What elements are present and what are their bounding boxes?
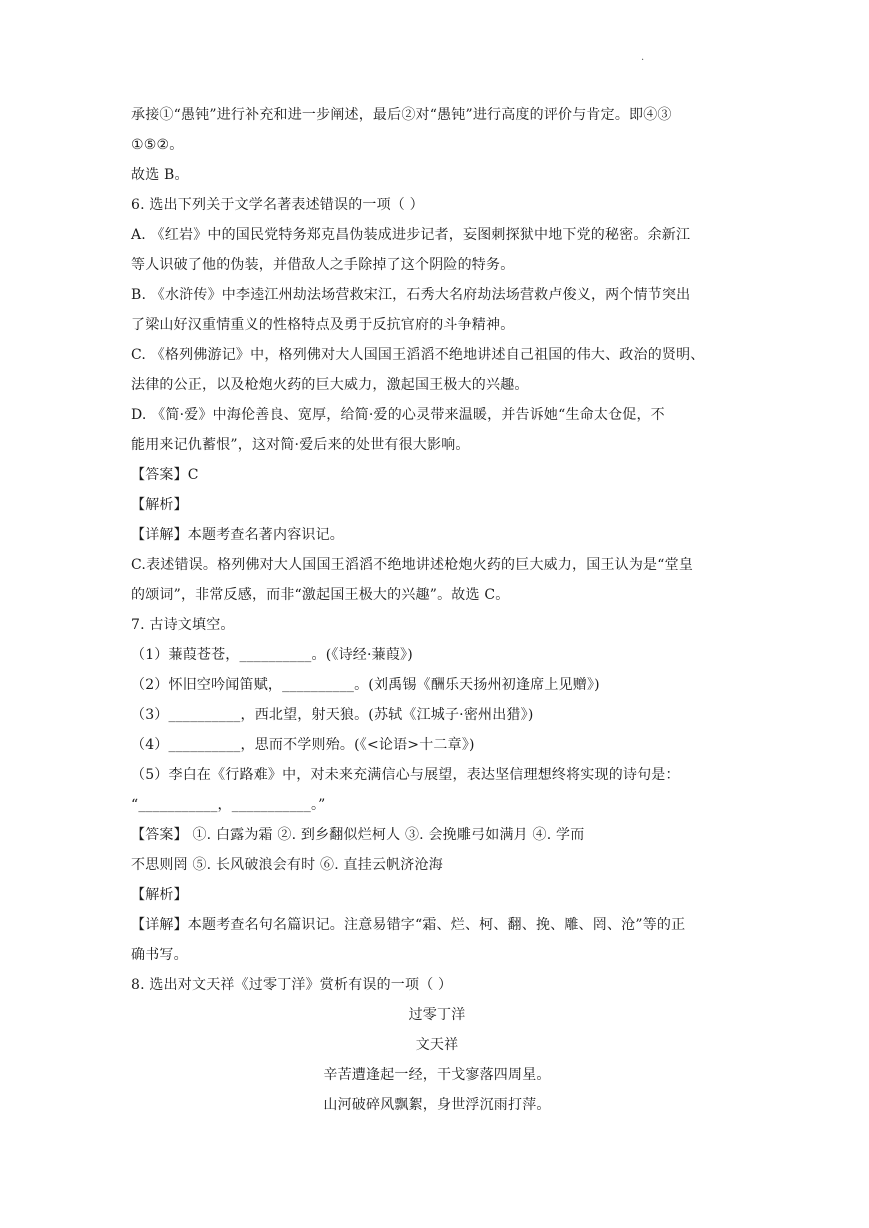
option-a-cont: 等人识破了他的伪装，并借敌人之手除掉了这个阴险的特务。 (131, 257, 515, 273)
detail-7-cont: 确书写。 (131, 947, 188, 963)
poem-line: 山河破碎风飘絮，身世浮沉雨打萍。 (323, 1097, 551, 1113)
option-a: A. 《红岩》中的国民党特务郑克昌伪装成进步记者，妄图刺探狱中地下党的秘密。余新江 (131, 227, 691, 243)
blank-item-4: （4）__________，思而不学则殆。(《<论语>十二章》) (131, 737, 475, 753)
text-line: 承接①“愚钝”进行补充和进一步阐述，最后②对“愚钝”进行高度的评价与肯定。即④③ (131, 107, 672, 123)
question-6-stem: 6. 选出下列关于文学名著表述错误的一项（ ） (131, 197, 424, 213)
question-7-stem: 7. 古诗文填空。 (131, 617, 235, 633)
option-d: D. 《简·爱》中海伦善良、宽厚，给简·爱的心灵带来温暖，并告诉她“生命太仓促，不 (131, 407, 665, 423)
text-line: ①⑤②。 (131, 137, 184, 153)
detail-7: 【详解】本题考查名句名篇识记。注意易错字“霜、烂、柯、翻、挽、雕、罔、沧”等的正 (131, 917, 686, 933)
blank-item-5-cont: “___________，___________。” (131, 797, 326, 813)
explanation-line: 的颂词”，非常反感，而非“激起国王极大的兴趣”。故选 C。 (131, 587, 510, 603)
answer-7-cont: 不思则罔 ⑤. 长风破浪会有时 ⑥. 直挂云帆济沧海 (131, 857, 443, 873)
option-c: C. 《格列佛游记》中，格列佛对大人国国王滔滔不绝地讲述自己祖国的伟大、政治的贤明、 (131, 347, 705, 363)
explanation-line: C.表述错误。格列佛对大人国国王滔滔不绝地讲述枪炮火药的巨大威力，国王认为是“堂皇 (131, 557, 694, 573)
blank-item-3: （3）__________，西北望，射天狼。(苏轼《江城子·密州出猎》) (131, 707, 534, 723)
header-dot: . (641, 52, 645, 63)
answer-6: 【答案】C (131, 467, 199, 483)
detail-6: 【详解】本题考查名著内容识记。 (131, 527, 344, 543)
poem-author: 文天祥 (415, 1037, 459, 1053)
analysis-6: 【解析】 (131, 497, 188, 513)
page-content (131, 100, 743, 1120)
poem-title: 过零丁洋 (408, 1007, 466, 1023)
blank-item-5: （5）李白在《行路难》中，对未来充满信心与展望，表达坚信理想终将实现的诗句是： (131, 767, 680, 783)
question-8-stem: 8. 选出对文天祥《过零丁洋》赏析有误的一项（ ） (131, 977, 453, 993)
option-b: B. 《水浒传》中李逵江州劫法场营救宋江，石秀大名府劫法场营救卢俊义，两个情节突出 (131, 287, 691, 303)
option-c-cont: 法律的公正，以及枪炮火药的巨大威力，激起国王极大的兴趣。 (131, 377, 529, 393)
analysis-7: 【解析】 (131, 887, 188, 903)
poem-line: 辛苦遭逢起一经，干戈寥落四周星。 (323, 1067, 551, 1083)
text-line: 故选 B。 (131, 167, 189, 183)
option-d-cont: 能用来记仇蓄恨”，这对简·爱后来的处世有很大影响。 (131, 437, 470, 453)
answer-7: 【答案】 ①. 白露为霜 ②. 到乡翻似烂柯人 ③. 会挽雕弓如满月 ④. 学而 (131, 827, 585, 843)
option-b-cont: 了梁山好汉重情重义的性格特点及勇于反抗官府的斗争精神。 (131, 317, 515, 333)
blank-item-1: （1）蒹葭苍苍，__________。(《诗经·蒹葭》) (131, 647, 413, 663)
blank-item-2: （2）怀旧空吟闻笛赋，__________。(刘禹锡《酬乐天扬州初逢席上见赠》) (131, 677, 600, 693)
